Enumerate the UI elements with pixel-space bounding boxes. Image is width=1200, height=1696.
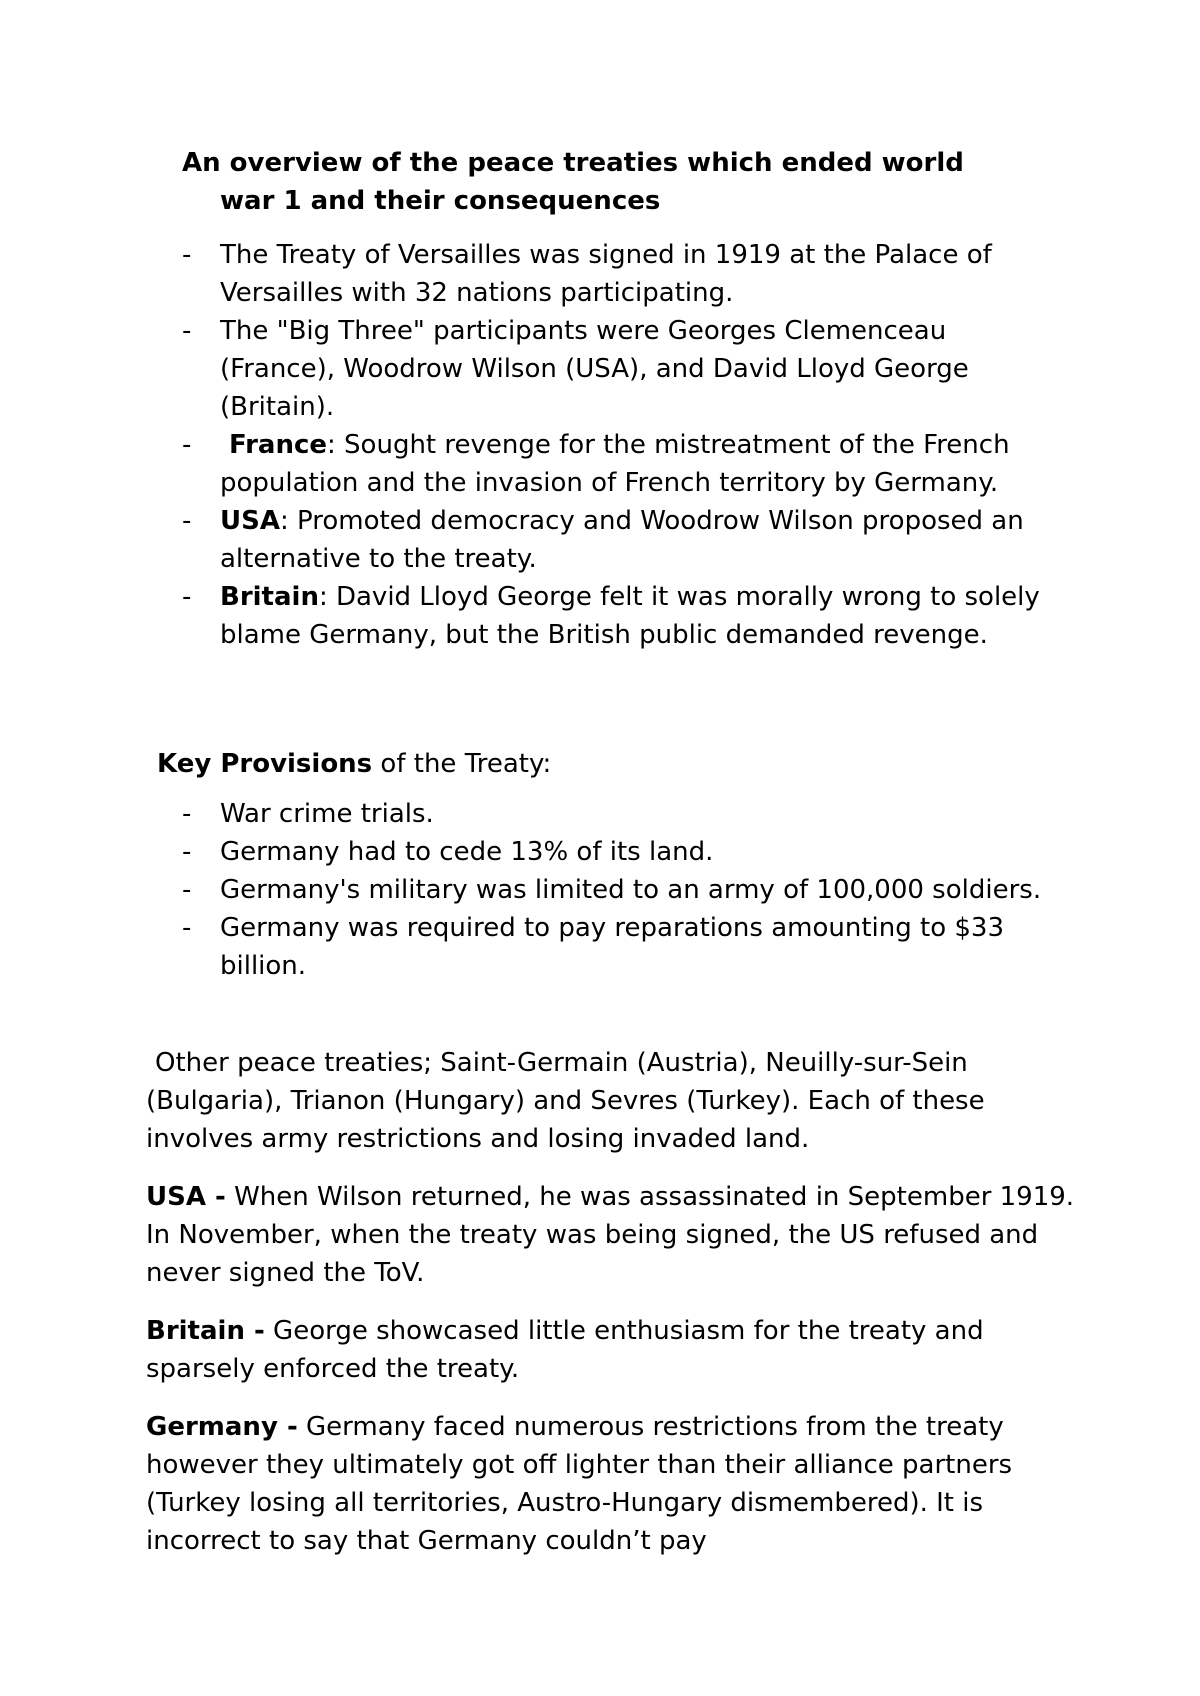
- dash-bullet: -: [182, 875, 192, 905]
- dash-bullet: -: [182, 799, 192, 829]
- other-treaties-paragraph: [146, 1044, 1076, 1158]
- dash-bullet: -: [182, 837, 192, 867]
- list-item-label: France: [229, 430, 328, 460]
- list-item: [182, 426, 1062, 502]
- germany-paragraph: [146, 1408, 1076, 1560]
- list-item: [182, 502, 1062, 578]
- germany-text: Germany faced numerous restrictions from the treaty however they ultimately got off lighter than their alliance partners (Turkey losing all territories, Austro-Hungary dismembered). It is incorrect to say that Germany couldn’t pay: [146, 1412, 1013, 1556]
- list-item: [182, 578, 1062, 654]
- list-item-text: Germany had to cede 13% of its land.: [220, 837, 714, 867]
- list-item-text: : Promoted democracy and Woodrow Wilson proposed an alternative to the treaty.: [220, 506, 1024, 574]
- list-item-text: : Sought revenge for the mistreatment of the French population and the invasion of French territory by Germany.: [220, 430, 1010, 498]
- list-item-text: The Treaty of Versailles was signed in 1919 at the Palace of Versailles with 32 nations participating.: [220, 240, 992, 308]
- key-provisions-list: [182, 795, 1062, 985]
- britain-text: George showcased little enthusiasm for the treaty and sparsely enforced the treaty.: [146, 1316, 984, 1384]
- germany-label: Germany -: [146, 1412, 298, 1442]
- list-item-label: USA: [220, 506, 280, 536]
- dash-bullet: -: [182, 316, 192, 346]
- key-provisions-heading: [157, 745, 1087, 783]
- dash-bullet: -: [182, 430, 192, 460]
- list-item-text: Germany's military was limited to an army of 100,000 soldiers.: [220, 875, 1042, 905]
- list-item-text: : David Lloyd George felt it was morally wrong to solely blame Germany, but the British public demanded revenge.: [220, 582, 1040, 650]
- dash-bullet: -: [182, 913, 192, 943]
- dash-bullet: -: [182, 506, 192, 536]
- document-title: [182, 144, 1100, 220]
- list-item: [182, 236, 1062, 312]
- list-item-text: The "Big Three" participants were Georges Clemenceau (France), Woodrow Wilson (USA), and David Lloyd George (Britain).: [220, 316, 969, 422]
- other-treaties-text: Other peace treaties; Saint-Germain (Austria), Neuilly-sur-Sein (Bulgaria), Trianon (Hungary) and Sevres (Turkey). Each of these involves army restrictions and losing invaded land.: [146, 1048, 985, 1154]
- britain-paragraph: [146, 1312, 1076, 1388]
- list-item-text: War crime trials.: [220, 799, 434, 829]
- usa-paragraph: [146, 1178, 1076, 1292]
- list-item-text: Germany was required to pay reparations amounting to $33 billion.: [220, 913, 1004, 981]
- dash-bullet: -: [182, 240, 192, 270]
- treaty-facts-list: [182, 236, 1062, 654]
- dash-bullet: -: [182, 582, 192, 612]
- usa-label: USA -: [146, 1182, 226, 1212]
- list-item-label: Britain: [220, 582, 319, 612]
- list-item: [182, 795, 1062, 833]
- usa-text: When Wilson returned, he was assassinated in September 1919. In November, when the treaty was being signed, the US refused and never signed the ToV.: [146, 1182, 1075, 1288]
- britain-label: Britain -: [146, 1316, 265, 1346]
- key-provisions-label: Key Provisions: [157, 749, 373, 779]
- key-provisions-rest: of the Treaty:: [372, 749, 552, 779]
- title-line-2: war 1 and their consequences: [220, 186, 661, 216]
- list-item: [182, 312, 1062, 426]
- list-item: [182, 909, 1062, 985]
- list-item: [182, 871, 1062, 909]
- list-item: [182, 833, 1062, 871]
- title-line-1: An overview of the peace treaties which ended world: [182, 148, 964, 178]
